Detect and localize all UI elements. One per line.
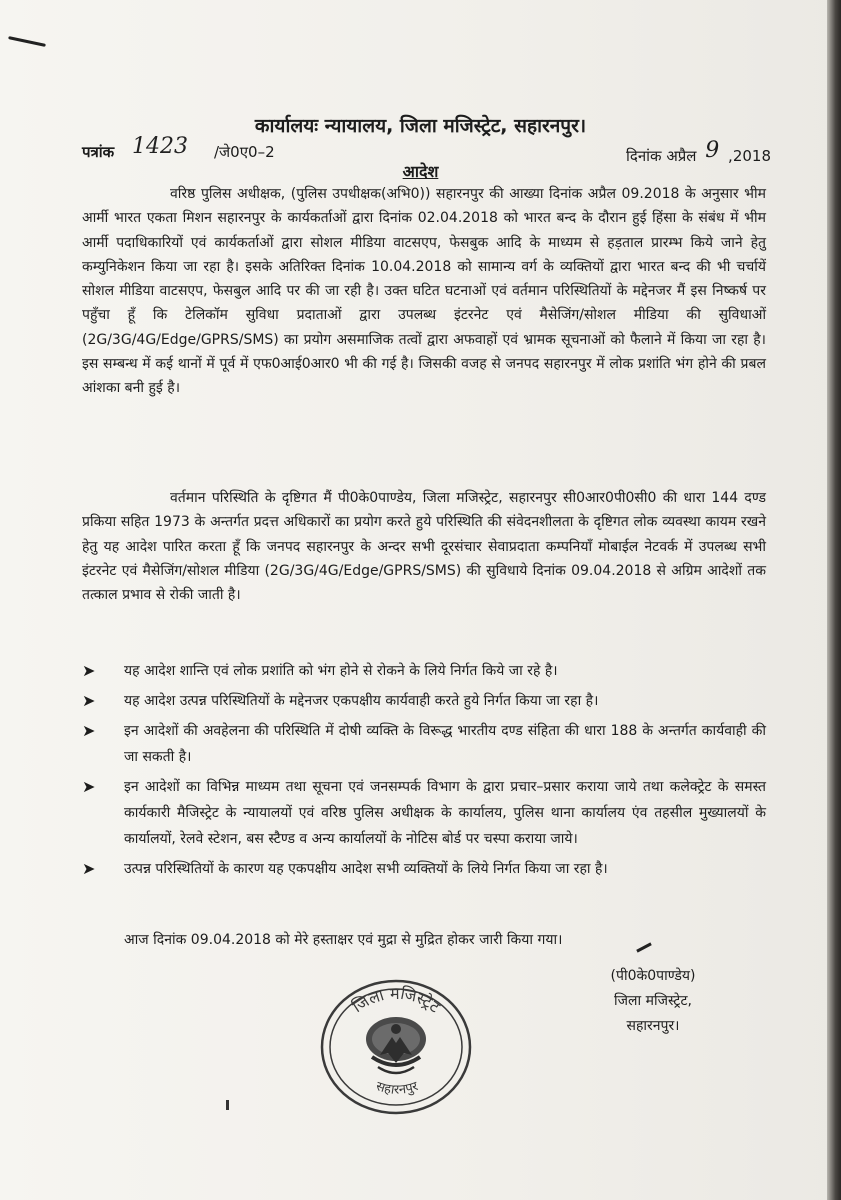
closing-statement: आज दिनांक 09.04.2018 को मेरे हस्ताक्षर एवं मुद्रा से मुद्रित होकर जारी किया गया। <box>124 932 563 948</box>
pen-tick-mark <box>636 942 652 952</box>
list-item-text: इन आदेशों का विभिन्न माध्यम तथा सूचना एवं जनसम्पर्क विभाग के द्वारा प्रचार–प्रसार कराया जाये तथा कलेक्ट्रेट के समस्त कार्यकारी मैजिस्ट्रेट के न्यायालयों एवं वरिष्ठ पुलिस अधीक्षक के कार्यालय, पुलिस थाना कार्यालय एंव तहसील मुख्यालयों के कार्यालयों, रेलवे स्टेशन, बस स्टैण्ड व अन्य कार्यालयों के नोटिस बोर्ड पर चस्पा कराया जाये। <box>124 779 766 847</box>
paragraph-1: वरिष्ठ पुलिस अधीक्षक, (पुलिस उपधीक्षक(अभि0)) सहारनपुर की आख्या दिनांक अप्रैल 09.2018 के अनुसार भीम आर्मी भारत एकता मिशन सहारनपुर के कार्यकर्ताओं द्वारा दिनांक 02.04.2018 को भारत बन्द के दौरान हुई हिंसा के संबंध में भीम आर्मी पदाधिकारियों एवं कार्यकर्ताओं द्वारा सोशल मीडिया वाटसएप, फेसबुक आदि के माध्यम से हड़ताल प्रारम्भ किये जाने हेतु कम्युनिकेशन किया जा रहा है। इसके अतिरिक्त दिनांक 10.04.2018 को सामान्य वर्ग के व्यक्तियों द्वारा भारत बन्द की भी चर्चायें सोशल मीडिया वाटसएप, फेसबुल आदि पर की जा रही है। उक्त घटित घटनाओं एवं वर्तमान परिस्थितियों के मद्देनजर मैं इस निष्कर्ष पर पहुँचा हूँ कि टेलिकॉम सुविधा प्रदाताओं द्वारा उपलब्ध इंटरनेट एवं मैसेजिंग/सोशल मीडिया की सुविधाओं (2G/3G/4G/Edge/GPRS/SMS) का प्रयोग असमाजिक तत्वों द्वारा अफवाहों एवं भ्रामक सूचनाओं को फैलाने में किया जा रहा है। इस सम्बन्ध में कई थानों में पूर्व में एफ0आई0आर0 भी की गई है। जिसकी वजह से जनपद सहारनपुर में लोक प्रशांति भंग होने की प्रबल आंशका बनी हुई है। <box>82 186 766 397</box>
signatory-name: (पी0के0पाण्डेय) <box>610 968 696 984</box>
ref-suffix: /जे0ए0–2 <box>214 143 275 161</box>
ref-label: पत्रांक <box>82 143 115 161</box>
seal-bottom-text <box>374 1079 421 1098</box>
list-item <box>82 718 766 770</box>
arrowhead-bullet-icon: ➤ <box>82 859 96 878</box>
seal-emblem-icon <box>366 1017 426 1073</box>
list-item-text: यह आदेश शान्ति एवं लोक प्रशांति को भंग होने से रोकने के लिये निर्गत किये जा रहे है। <box>124 663 558 679</box>
list-item <box>82 688 766 714</box>
pen-mark <box>8 36 46 47</box>
seal-top-textpath: जिला मजिस्ट्रेट <box>348 983 444 1017</box>
arrowhead-bullet-icon: ➤ <box>82 777 96 796</box>
office-title: कार्यालयः न्यायालय, जिला मजिस्ट्रेट, सहारनपुर। <box>254 115 587 137</box>
date-year: ,2018 <box>728 147 771 165</box>
arrowhead-bullet-icon: ➤ <box>82 721 96 740</box>
date-prefix: दिनांक अप्रैल <box>625 147 697 165</box>
paragraph-2: वर्तमान परिस्थिति के दृष्टिगत मैं पी0के0पाण्डेय, जिला मजिस्ट्रेट, सहारनपुर सी0आर0पी0सी0 की धारा 144 दण्ड प्रकिया सहित 1973 के अन्तर्गत प्रदत्त अधिकारों का प्रयोग करते हुये परिस्थिति की संवेदनशीलता के दृष्टिगत लोक व्यवस्था कायम रखने हेतु यह आदेश पारित करता हूँ कि जनपद सहारनपुर के अन्दर सभी दूरसंचार सेवाप्रदाता कम्पनियाँ मोबाईल नेटवर्क में उपलब्ध सभी इंटरनेट एवं मैसेजिंग/सोशल मीडिया (2G/3G/4G/Edge/GPRS/SMS) की सुविधाये दिनांक 09.04.2018 से अग्रिम आदेशों तक तत्काल प्रभाव से रोकी जाती है। <box>82 490 766 604</box>
directive-list <box>82 658 766 886</box>
list-item-text: यह आदेश उत्पन्न परिस्थितियों के मद्देनजर एकपक्षीय कार्यवाही करते हुये निर्गत किया जा रहा है। <box>124 693 599 709</box>
list-item <box>82 774 766 852</box>
ref-number-handwritten: 1423 <box>132 134 188 159</box>
official-seal <box>318 977 474 1117</box>
list-item-text: इन आदेशों की अवहेलना की परिस्थिति में दोषी व्यक्ति के विरूद्ध भारतीय दण्ड संहिता की धारा 188 के अन्तर्गत कार्यवाही की जा सकती है। <box>124 723 766 765</box>
list-item <box>82 856 766 882</box>
signatory-designation: जिला मजिस्ट्रेट, <box>614 993 692 1009</box>
date-day-handwritten: 9 <box>705 138 720 163</box>
signatory-block <box>598 964 708 1039</box>
ink-mark <box>226 1100 229 1110</box>
list-item-text: उत्पन्न परिस्थितियों के कारण यह एकपक्षीय आदेश सभी व्यक्तियों के लिये निर्गत किया जा रहा है। <box>124 861 608 877</box>
signatory-place: सहारनपुर। <box>626 1018 680 1034</box>
arrowhead-bullet-icon: ➤ <box>82 661 96 680</box>
order-heading <box>0 160 841 182</box>
arrowhead-bullet-icon: ➤ <box>82 691 96 710</box>
list-item <box>82 658 766 684</box>
order-heading-text: आदेश <box>402 162 439 181</box>
seal-bottom-textpath: सहारनपुर <box>373 1079 421 1098</box>
